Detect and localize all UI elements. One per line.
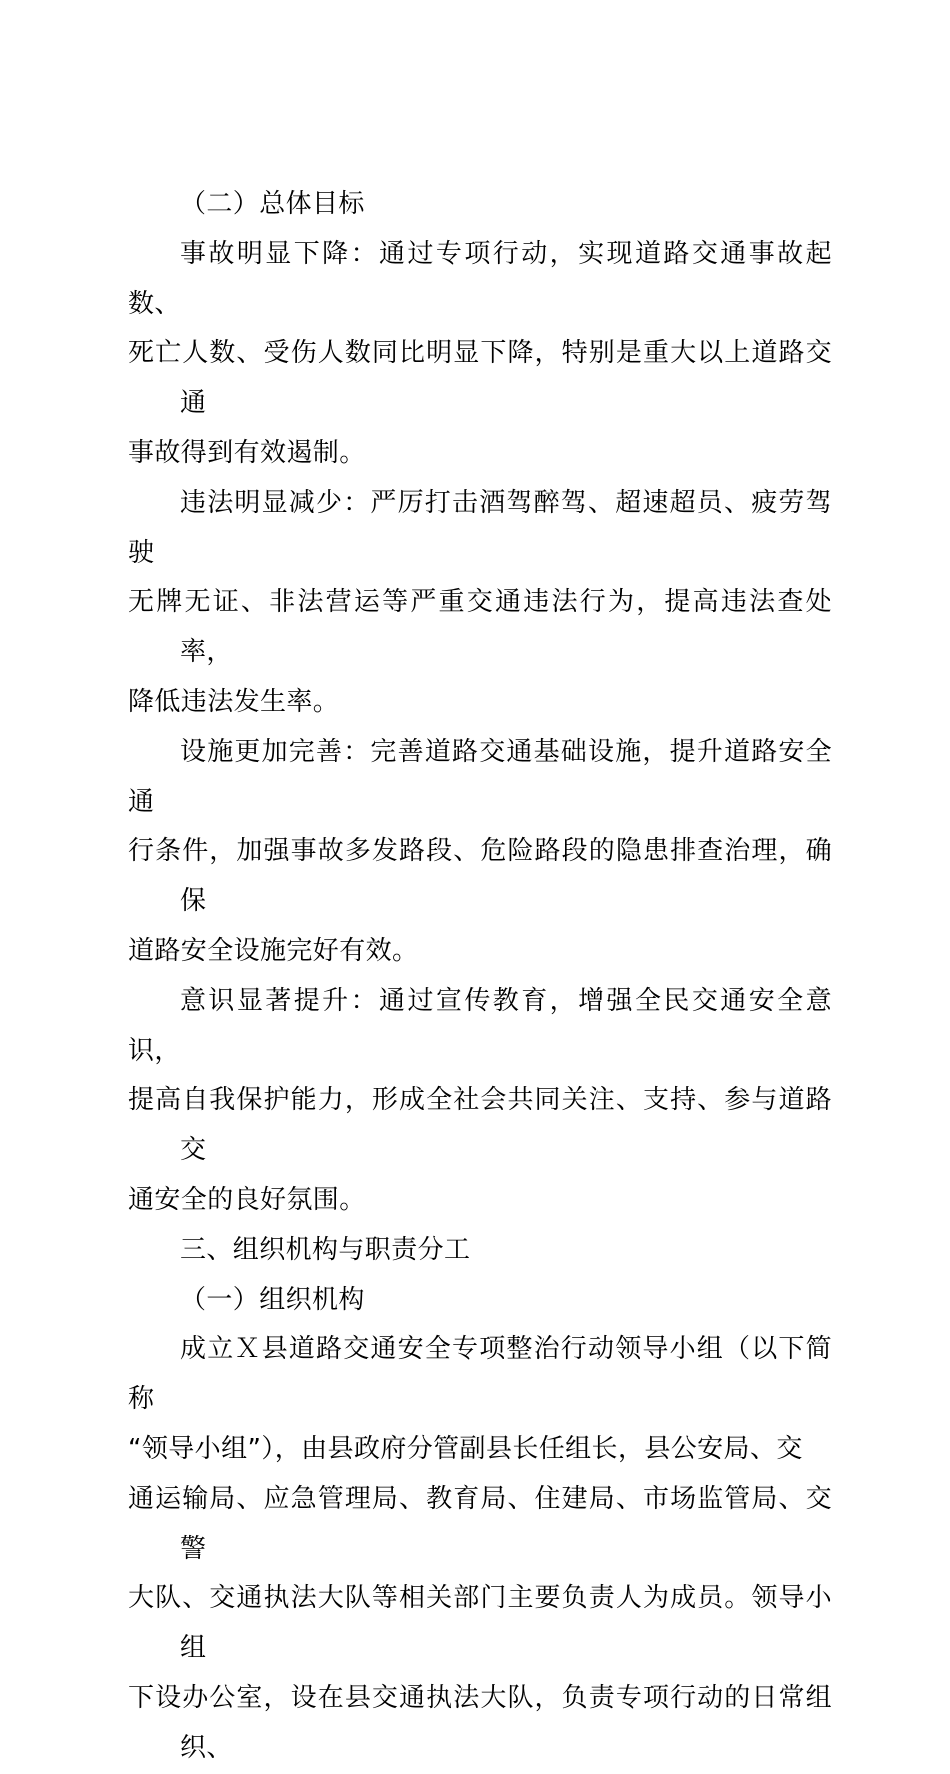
text-line: 违法明显减少：严厉打击酒驾醉驾、超速超员、疲劳驾驶: [128, 487, 832, 568]
text-line: 事故明显下降：通过专项行动，实现道路交通事故起数、: [128, 238, 832, 319]
text-line: 通运输局、应急管理局、教育局、住建局、市场监管局、交警: [128, 1483, 832, 1564]
text-line: 大队、交通执法大队等相关部门主要负责人为成员。领导小组: [128, 1583, 832, 1664]
text-line: 行条件，加强事故多发路段、危险路段的隐患排查治理，确保: [128, 836, 832, 917]
paragraph-facilities-improve: [128, 728, 832, 977]
text-line: 三、组织机构与职责分工: [180, 1234, 471, 1265]
text-line: （一）组织机构: [180, 1284, 365, 1315]
text-line: 通安全的良好氛围。: [128, 1184, 366, 1215]
text-line: 降低违法发生率。: [128, 686, 340, 717]
text-line: 意识显著提升：通过宣传教育，增强全民交通安全意识，: [128, 985, 832, 1066]
document-body: [128, 180, 832, 1774]
text-line: （二）总体目标: [180, 189, 365, 219]
subheading-overall-goals: [128, 180, 832, 230]
text-line: 成立Ｘ县道路交通安全专项整治行动领导小组（以下简称: [128, 1334, 832, 1415]
text-line: 事故得到有效遏制。: [128, 437, 366, 468]
text-line: 无牌无证、非法营运等严重交通违法行为，提高违法查处率，: [128, 587, 832, 668]
paragraph-violations-reduce: [128, 479, 832, 728]
paragraph-awareness-rise: [128, 977, 832, 1226]
text-line: “领导小组”），由县政府分管副县长任组长，县公安局、交: [128, 1433, 803, 1464]
text-line: 道路安全设施完好有效。: [128, 935, 419, 966]
text-line: 下设办公室，设在县交通执法大队，负责专项行动的日常组织、: [128, 1682, 832, 1763]
subheading-organization: [128, 1276, 832, 1326]
text-line: 设施更加完善：完善道路交通基础设施，提升道路安全通: [128, 736, 832, 817]
paragraph-leading-group: [128, 1325, 832, 1773]
paragraph-accidents-decline: [128, 230, 832, 479]
heading-organization: [128, 1226, 832, 1276]
text-line: 提高自我保护能力，形成全社会共同关注、支持、参与道路交: [128, 1085, 832, 1166]
text-line: 死亡人数、受伤人数同比明显下降，特别是重大以上道路交通: [128, 338, 832, 419]
